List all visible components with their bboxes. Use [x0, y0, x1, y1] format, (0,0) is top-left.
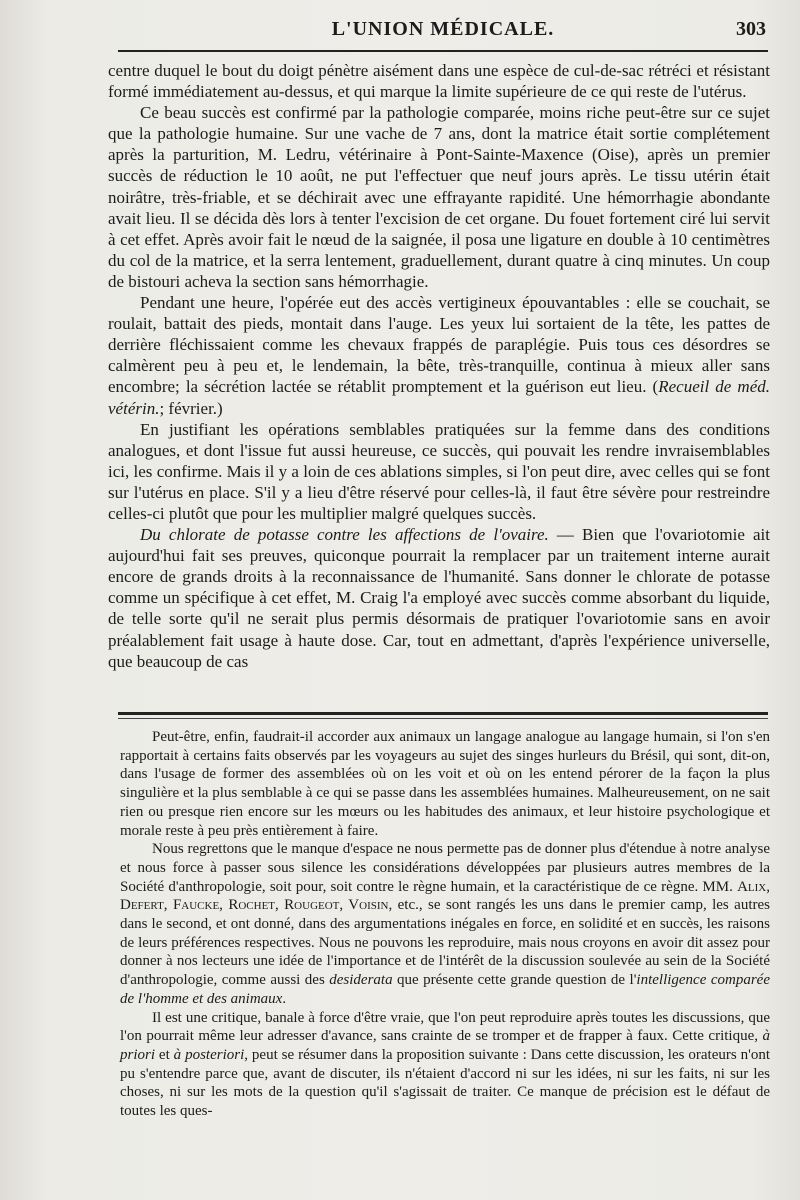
italic-term: à posteriori	[173, 1046, 245, 1063]
italic-term: à priori	[120, 1028, 770, 1063]
running-title: L'UNION MÉDICALE.	[331, 18, 555, 40]
paragraph-justification: En justifiant les opérations semblables pratiquées sur la femme dans des conditions analogues, et dont l'issue fut aussi heureuse, ce succès, qui pouvait les rendre invraisemblables ici, les confirme. Mais il y a loin de ces ablations simples, si l'on peut dire, avec celles qui se font sur l'utérus en place. S'il y a lieu d'être réservé pour celles-là, il faut être sévère pour restreindre celles-ci plutôt que pour les multiplier malgré quelques succès.	[108, 419, 770, 523]
section-heading: Du chlorate de potasse contre les affections de l'ovaire.	[140, 525, 549, 545]
paragraph-text: , peut se résumer dans la proposition suivante : Dans cette discussion, les orateurs n'ont pu s'entendre parce que, avant de discuter, ils n'étaient d'accord ni sur les idées, ni sur les faits, ni sur les choses, ni sur les mots de la question qu'il s'agissait de traiter. Ce manque de précision est le défaut de toutes les ques-	[120, 1046, 770, 1120]
paragraph-comparative-pathology: Ce beau succès est confirmé par la pathologie comparée, moins riche peut-être sur ce sujet que la pathologie humaine. Sur une vache de 7 ans, dont la matrice était sortie complétement après la parturition, M. Ledru, vétérinaire à Pont-Sainte-Maxence (Oise), après un premier succès de réduction le 10 août, ne put l'effectuer que neuf jours après. Le tissu utérin était noirâtre, très-friable, et se déchirait avec une effrayante rapidité. Une hémorrhagie abondante avait lieu. Il se décida dès lors à tenter l'excision de cet organe. Du fouet fortement ciré lui servit à cet effet. Après avoir fait le nœud de la saignée, il posa une ligature en double à 10 centimètres du col de la matrice, et la serra lentement, graduellement, durant quatre à cinq minutes. Un coup de bistouri acheva la section sans hémorrhagie.	[108, 103, 770, 291]
member-names: Alix, Defert, Faucke, Rochet, Rougeot, Voisin	[120, 878, 770, 914]
paragraph-text: — Bien que l'ovariotomie ait aujourd'hui fait ses preuves, quiconque pourrait la remplacer par un traitement interne aurait encore de grands droits à la reconnaissance de l'humanité. Sans donner le chlorate de potasse comme un spécifique à cet effet, M. Craig l'a employé avec succès comme absorbant du liquide, de telle sorte qu'il ne serait plus permis désormais de pratiquer l'ovariotomie sans en avoir préalablement fait usage à haute dose. Car, tout en admettant, d'après l'expérience universelle, que beaucoup de cas	[108, 525, 770, 671]
feuilleton-paragraph-language: Peut-être, enfin, faudrait-il accorder aux animaux un langage analogue au langage humain, si l'on s'en rapportait à certains faits observés par les voyageurs au sujet des singes hurleurs du Brésil, qui sont, dit-on, dans l'usage de former des assemblées où on les voit et où on les entend pérorer de la façon la plus singulière et la plus semblable à ce qui se passe dans les assemblées humaines. Malheureusement, on ne sait rien ou presque rien encore sur les mœurs ou les habitudes des animaux, et leur histoire psychologique et morale reste à peu près entièrement à faire.	[120, 729, 770, 839]
paragraph-continuation: centre duquel le bout du doigt pénètre aisément dans une espèce de cul-de-sac rétréci et résistant formé immédiatement au-dessus, et qui marque la limite supérieure de ce qui reste de l'utérus.	[108, 61, 770, 102]
paragraph-text: que présente cette grande question de l'	[392, 972, 637, 989]
page-number: 303	[736, 18, 766, 40]
paragraph-text: Nous regrettons que le manque d'espace ne nous permette pas de donner plus d'étendue à notre analyse et nous force à passer sous silence les considérations développées par plusieurs autres membres de la Société d'anthropologie, soit pour, soit contre le règne humain, et la caractéristique de ce règne. MM.	[120, 841, 770, 895]
italic-term: desiderata	[329, 972, 393, 989]
feuilleton-rule-thick	[118, 712, 768, 715]
header-rule	[118, 50, 768, 52]
paragraph-text: Pendant une heure, l'opérée eut des accès vertigineux épouvantables : elle se couchait, se roulait, battait des pieds, montait dans l'auge. Les yeux lui sortaient de la tête, les pattes de derrière fléchissaient comme les chevaux frappés de paraplégie. Puis tous ces désordres se calmèrent peu à peu et, le lendemain, la bête, très-tranquille, continua à mieux aller sans encombre; la sécrétion lactée se rétablit promptement et la guérison eut lieu. (	[108, 293, 770, 397]
feuilleton-paragraph-critique	[120, 1009, 770, 1121]
italic-title: intelligence comparée de l'homme et des animaux	[120, 972, 770, 1007]
paragraph-text: .	[282, 990, 287, 1007]
main-text-column	[108, 60, 770, 672]
citation-date: ; février.)	[159, 398, 223, 418]
feuilleton-text	[120, 728, 770, 1121]
paragraph-chlorate	[108, 524, 770, 672]
paragraph-text: et	[155, 1046, 174, 1063]
paragraph-text: Il est une critique, banale à force d'être vraie, que l'on peut reproduire après toutes les discussions, que l'on pourrait même leur adresser d'avance, sans crainte de se tromper et de frapper à faux. Cette critique,	[120, 1009, 770, 1045]
citation-source: Recueil de méd. vétérin.	[108, 377, 770, 418]
paragraph-text: , etc., se sont rangés les uns dans le premier camp, les autres dans le second, et ont donné, dans des argumentations inégales en force, en solidité et en succès, les raisons de leurs préférences respectives. Nous ne pouvons les reproduire, mais nous croyons en avoir dit assez pour donner à nos lecteurs une idée de l'importance et de l'intérêt de la discussion soulevée au sein de la Société d'anthropologie, comme aussi des	[120, 897, 771, 989]
feuilleton-paragraph-society	[120, 840, 770, 1008]
page-header	[118, 14, 768, 48]
paragraph-operated-animal	[108, 292, 770, 419]
feuilleton-rule-thin	[118, 718, 768, 719]
